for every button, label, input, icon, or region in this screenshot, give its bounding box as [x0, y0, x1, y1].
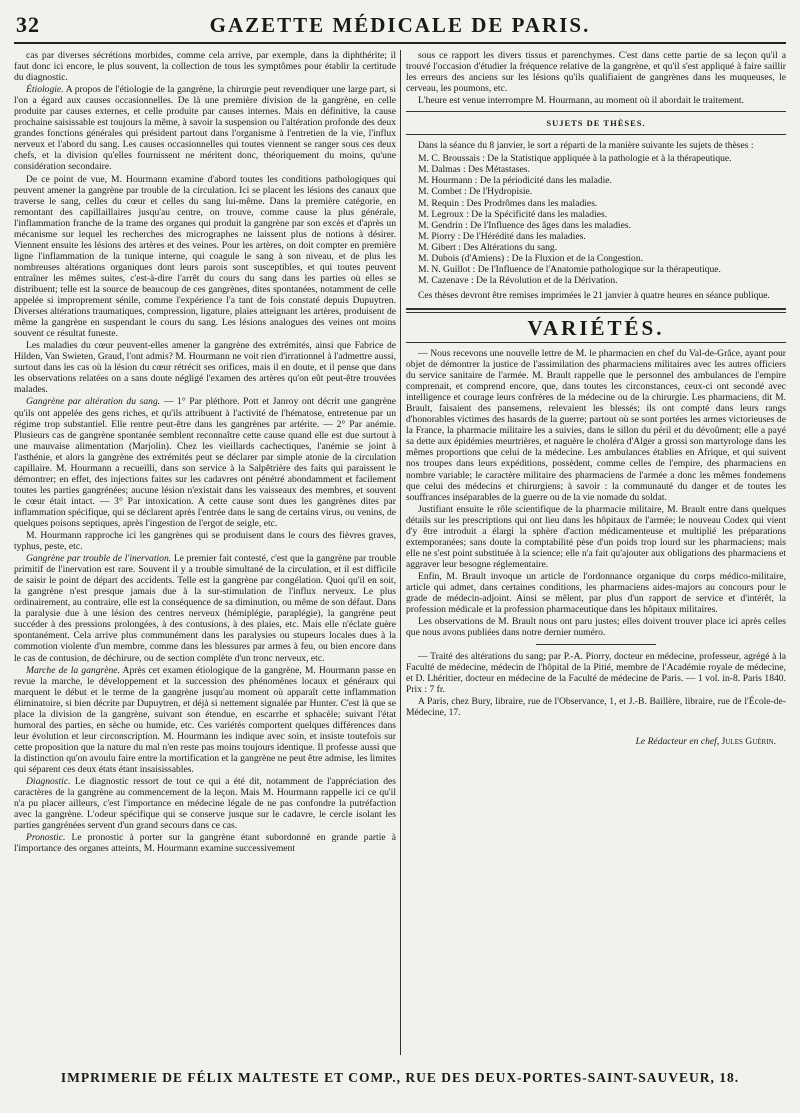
left-column	[14, 50, 396, 1055]
body-paragraph	[14, 174, 396, 340]
signature-role: Le Rédacteur en chef,	[635, 736, 720, 748]
book-notice: — Traité des altérations du sang; par P.-A. Piorry, docteur en médecine, professeur, agrégé à la Faculté de médecine, médecin de l'hôpital de la Pitié, membre de l'Académie royale de médecine, et D. Lhéritier, docteur en médecine de la Faculté de médecine de Paris. — 1 vol. in-8. Paris 1840. Prix : 7 fr.	[406, 651, 786, 696]
short-divider	[536, 644, 656, 645]
thesis-item: M. Dubois (d'Amiens) : De la Fluxion et de la Congestion.	[418, 252, 644, 264]
paragraph-text: Le diagnostic ressort de tout ce qui a été dit, notamment de l'appréciation des caractères de la gangrène au commencement de la leçon. Mais M. Hourmann rappelle ici ce qu'il n'a pu placer ailleurs, c'est l'importance en médecine légale de ne pas confondre la putréfaction avec la gangrène. L'odeur spécifique qui se conserve jusque sur le cadavre, le cercle isolant les parties gangrénées servent d'un grand secours dans ce cas.	[14, 776, 396, 832]
paragraph-text: cas par diverses sécrétions morbides, comme cela arrive, par exemple, dans la diphthérite; il faut donc ici encore, le plus souvent, la collection de tous les symptômes pour établir la certitude du diagnostic.	[14, 50, 396, 84]
body-paragraph: L'heure est venue interrompre M. Hourmann, au moment où il abordait le traitement.	[418, 95, 744, 107]
thesis-item: M. Requin : Des Prodrômes dans les maladies.	[418, 197, 598, 209]
paragraph-lead: Gangrène par altération du sang.	[26, 396, 161, 408]
theses-list	[406, 153, 786, 286]
body-paragraph: — Nous recevons une nouvelle lettre de M. le pharmacien en chef du Val-de-Grâce, ayant pour objet de démontrer la justice de l'assimilation des pharmaciens militaires avec les autres officiers du service sanitaire de l'armée. M. Brault rappelle que le personnel des ambulances de l'empire comprenait, et comprend encore, que, dans toutes les circonstances, ceux-ci ont secondé avec intelligence et courage leurs confrères de la médecine ou de la chirurgie. Les pharmaciens, dit M. Brault, faisaient des pansemens, relevaient les blessés; ils ont compté dans leurs rangs d'honorables victimes des hasards de la guerre; partout où se sont portées les armes victorieuses de la France, la pharmacie militaire les a suivies, dans le sillon du péril et du dévoûment; elle a payé sa dette aux épidémies meurtrières, et naguère le choléra d'Alger a grossi son martyrologe dans les mêmes proportions que celui de la médecine. Les ambulances établies en Afrique, et qui suivent nos troupes dans leurs expéditions, possèdent, comme celles de l'empire, des pharmaciens en nombre variable; le caractère militaire des pharmaciens de l'armée a donc les mêmes fondemens que celui des médecins et chirurgiens; à savoir : la communauté du danger et de toutes les souffrances inséparables de la guerre ou de la vie nomade du soldat.	[406, 347, 786, 503]
body-paragraph: Les observations de M. Brault nous ont paru justes; elles doivent trouver place ici après celles que nous avons publiées dans notre dernier numéro.	[406, 616, 786, 639]
paragraph-text: M. Hourmann rapproche ici les gangrènes qui se produisent dans le cours des fièvres graves, typhus, peste, etc.	[14, 530, 396, 553]
printer-imprint: IMPRIMERIE DE FÉLIX MALTESTE ET COMP., RUE DES DEUX-PORTES-SAINT-SAUVEUR, 18.	[60, 1070, 740, 1085]
body-paragraph	[14, 530, 396, 552]
paragraph-text: Le premier fait contesté, c'est que la gangrène par trouble primitif de l'inervation est rare. Souvent il y a trouble simultané de la circulation, et il est difficile de saisir le point de départ des accidents. Telle est la gangrène par congélation. Quoi qu'il en soit, la gangrène n'est presque jamais due à la sur-stimulation de l'influx nerveux. Le plus ordinairement, au contraire, elle est la conséquence de sa diminution, ou même de son défaut. Dans la paralysie due à une lésion des centres nerveux (hémiplégie, paraplégie), la gangrène peut succéder à des pressions prolongées, à des contusions, à des plaies, etc. Mais elle n'éclate guère spontanément. Cela arrive plus communément dans les paralysies ou stupeurs locales dues à la commotion violente d'un membre, comme dans les blessures par armes à feu, ou bien encore dans le cas de contusion, de déchirure, ou de section complète d'un tronc nerveux, etc.	[14, 553, 396, 664]
thesis-item: M. Dalmas : Des Métastases.	[418, 164, 530, 176]
paragraph-text: De ce point de vue, M. Hourmann examine d'abord toutes les conditions pathologiques qui peuvent amener la gangrène par trouble de la circulation. Ici se placent les lésions des canaux que traverse le sang, celles du cœur et celles du sang lui-même. Dans la première catégorie, en remontant des capillaillaires jusqu'au centre, on trouve, comme cause la plus générale, l'inflammation franche de la trame des organes qui produit la gangrène par son excès et d'après un mécanisme sur lequel les recherches des micrographes ne laissent plus de notions à désirer. Viennent ensuite les lésions des artères et des veines. Pour les artères, on doit compter en première ligne l'inflammation de la tunique interne, qui coagule le sang à son niveau, et de plus les nombreuses altérations organiques dont leurs parois sont susceptibles, et qui toutes peuvent entraîner les mêmes suites, c'est-à-dire l'arrêt du cours du sang dans les parties où elles se distribuent; telle est la source de beaucoup de ces gangrènes, dites spontanées, notamment de celle appelée si improprement sénile, comme l'expérience l'a tant de fois constaté depuis Dupuytren. Diverses altérations traumatiques, compression, ligature, plaies atteignant les artères, produisent de même la gangrène en suspendant le cours du sang. Les lésions analogues des veines ont moins souvent ce résultat funeste.	[14, 173, 396, 340]
body-paragraph	[14, 396, 396, 529]
thesis-item: M. C. Broussais : De la Statistique appliquée à la pathologie et à la thérapeutique.	[418, 153, 732, 165]
page-number: 32	[16, 12, 40, 37]
body-paragraph	[14, 832, 396, 854]
section-divider	[406, 134, 786, 135]
paragraph-text: — 1° Par pléthore. Pott et Janroy ont décrit une gangrène qu'ils ont appelée des gens riches, et qu'ils attribuent à l'activité de l'hématose, entretenue par un régime trop substantiel. Elle rentre peut-être dans les gangrènes par artérite. — 2° Par anémie. Plusieurs cas de gangrène spontanée semblent reconnaître cette cause quand elle est due surtout à une mauvaise alimentation (Marjolin). Chez les vieillards cachectiques, l'anémie se joint à l'asthénie, et alors la gangrène des extrémités peut se déclarer par simple atonie de la circulation capillaire. M. Hourmann a recueilli, dans son service à la Salpêtrière des faits qui paraissent le démontrer; en effet, des injections faites sur les cadavres ont pénétré abondamment et facilement toutes les parties gangrénées; aucune lésion n'existait dans les vaisseaux des membres, et souvent le cœur était intact. — 3° Par intoxication. A cette cause sont dues les gangrènes dites par inflammation spécifique, qui se déclarent après l'entrée dans le sang de certains virus, ou venins, de quelques poisons septiques, après l'ingestion de l'ergot de seigle, etc.	[14, 396, 396, 529]
body-paragraph: sous ce rapport les divers tissus et parenchymes. C'est dans cette partie de sa leçon qu'il a trouvé l'occasion d'étudier la fréquence relative de la gangrène, et qu'il s'est appliqué à faire saillir les erreurs des anciens sur les lésions qu'ils qualifiaient de gangrènes dans les muqueuses, le cerveau, les poumons, etc.	[406, 50, 786, 95]
right-column	[406, 50, 786, 1055]
editor-signature	[406, 736, 786, 747]
body-paragraph	[14, 340, 396, 395]
double-divider	[406, 308, 786, 313]
thesis-item: M. Gendrin : De l'Influence des âges dans les maladies.	[418, 219, 631, 231]
thesis-item: M. Combet : De l'Hydropisie.	[418, 186, 533, 198]
body-paragraph	[14, 665, 396, 775]
thesis-item: M. Hourmann : De la périodicité dans les maladie.	[418, 175, 612, 187]
thesis-item: M. Piorry : De l'Hérédité dans les maladies.	[418, 230, 586, 242]
paragraph-text: A propos de l'étiologie de la gangrène, la chirurgie peut revendiquer une large part, si l'on a égard aux causes occasionnelles. De là une première division de la gangrène, en celle produite par causes externes, et celle produite par causes internes. Mais en définitive, la cause prochaine saisissable est toujours la même, à savoir la suspension ou l'altération profonde des deux grandes fonctions générales qui président partout dans l'organisme à l'entretien de la vie, l'influx nerveux et l'abord du sang. Les causes occasionnelles qui toutes viennent se ranger sous ces deux chefs, et la division qu'elles fournissent ne méritent donc, théoriquement du moins, qu'une considération secondaire.	[14, 84, 396, 173]
page-header	[14, 12, 786, 44]
body-paragraph: Justifiant ensuite le rôle scientifique de la pharmacie militaire, M. Brault entre dans quelques détails sur les prescriptions qui ont lieu dans les hôpitaux de l'armée; le nouveau Codex qui vient d'y être introduit a élargi la sphère d'action médicamenteuse et multiplié les préparations extemporanées; sans doute la comptabilité pèse d'un poids trop lourd sur les pharmaciens; mais elle ne s'est point substituée à la science; elle n'a fait qu'ajouter aux obligations des pharmaciens et aggraver leur besogne réglementaire.	[406, 503, 786, 570]
theses-intro: Dans la séance du 8 janvier, le sort a réparti de la manière suivante les sujets de thèses :	[418, 140, 754, 152]
paragraph-lead: Étiologie.	[26, 84, 64, 96]
paragraph-lead: Gangrène par trouble de l'inervation.	[26, 553, 172, 565]
signature-name: Jules Guérin.	[721, 736, 776, 748]
thesis-item: M. Legroux : De la Spécificité dans les maladies.	[418, 208, 608, 220]
thesis-item: M. Gibert : Des Altérations du sang.	[418, 241, 558, 253]
thesis-item: M. N. Guillot : De l'Influence de l'Anatomie pathologique sur la thérapeutique.	[418, 263, 721, 275]
body-paragraph	[14, 84, 396, 172]
section-divider	[406, 111, 786, 112]
text-columns	[14, 50, 786, 1055]
paragraph-text: Après cet examen étiologique de la gangrène, M. Hourmann passe en revue la marche, le développement et la succession des phénomènes locaux et généraux qui marquent le début et le terme de la gangrène jusqu'au moment où apparaît cette inflammation éliminatoire, si bien décrite par Dupuytren, et déjà si nettement signalée par Hunter. C'est là que se place la division de la gangrène, suivant son étendue, en escarrhe et sphacèle; suivant l'état humoral des parties, en sèche ou humide, etc. Ces variétés comportent quelques différences dans leur évolution et leur circonscription. M. Hourmann les indique avec soin, et insiste toutefois sur cette proposition que la nature du mal n'en reste pas moins toujours identique. Il professe aussi que la distinction qu'on avoulu faire entre la mortification et la gangrène ne peut être admise, les limites qui séparent ces deux états étant insaisissables.	[14, 664, 396, 775]
thesis-item: M. Cazenave : De la Révolution et de la Dérivation.	[418, 274, 618, 286]
paragraph-lead: Marche de la gangrène.	[26, 664, 120, 676]
body-paragraph: Enfin, M. Brault invoque un article de l'ordonnance organique du corps médico-militaire, article qui admet, dans certaines conditions, les pharmaciens aides-majors au concours pour le grade de médecin-adjoint. Ainsi se mêlent, par plus d'un rapport de service et d'intérêt, la profession médicale et la profession pharmaceutique dans les hôpitaux militaires.	[406, 570, 786, 616]
section-divider	[406, 342, 786, 343]
theses-heading: SUJETS DE THÈSES.	[546, 118, 646, 129]
paragraph-lead: Diagnostic.	[26, 776, 71, 788]
paragraph-lead: Pronostic.	[26, 832, 66, 844]
theses-outro: Ces thèses devront être remises imprimées le 21 janvier à quatre heures en séance publique.	[418, 289, 770, 301]
newspaper-page	[14, 12, 786, 1102]
varietes-title: VARIÉTÉS.	[527, 315, 665, 340]
body-paragraph	[14, 50, 396, 83]
body-paragraph	[14, 553, 396, 663]
body-paragraph	[14, 776, 396, 831]
column-divider	[400, 50, 401, 1055]
book-publisher: A Paris, chez Bury, libraire, rue de l'Observance, 1, et J.-B. Baillère, libraire, rue de l'École-de-Médecine, 17.	[406, 696, 786, 719]
masthead-title: GAZETTE MÉDICALE DE PARIS.	[209, 13, 591, 37]
paragraph-text: Le pronostic à porter sur la gangrène étant subordonné en grande partie à l'importance des organes atteints, M. Hourmann examine successivement	[14, 832, 396, 855]
paragraph-text: Les maladies du cœur peuvent-elles amener la gangrène des extrémités, ainsi que Fabrice de Hilden, Van Swieten, Graud, l'ont admis? M. Hourmann ne voit rien d'irrationnel à l'admettre aussi, surtout dans les cas où la lésion du cœur rétrécit ses orifices, mais il en doute, et il pense que dans les observations relatées on a sans doute négligé l'examen des artères qu'on eût peut-être trouvées malades.	[14, 340, 396, 396]
